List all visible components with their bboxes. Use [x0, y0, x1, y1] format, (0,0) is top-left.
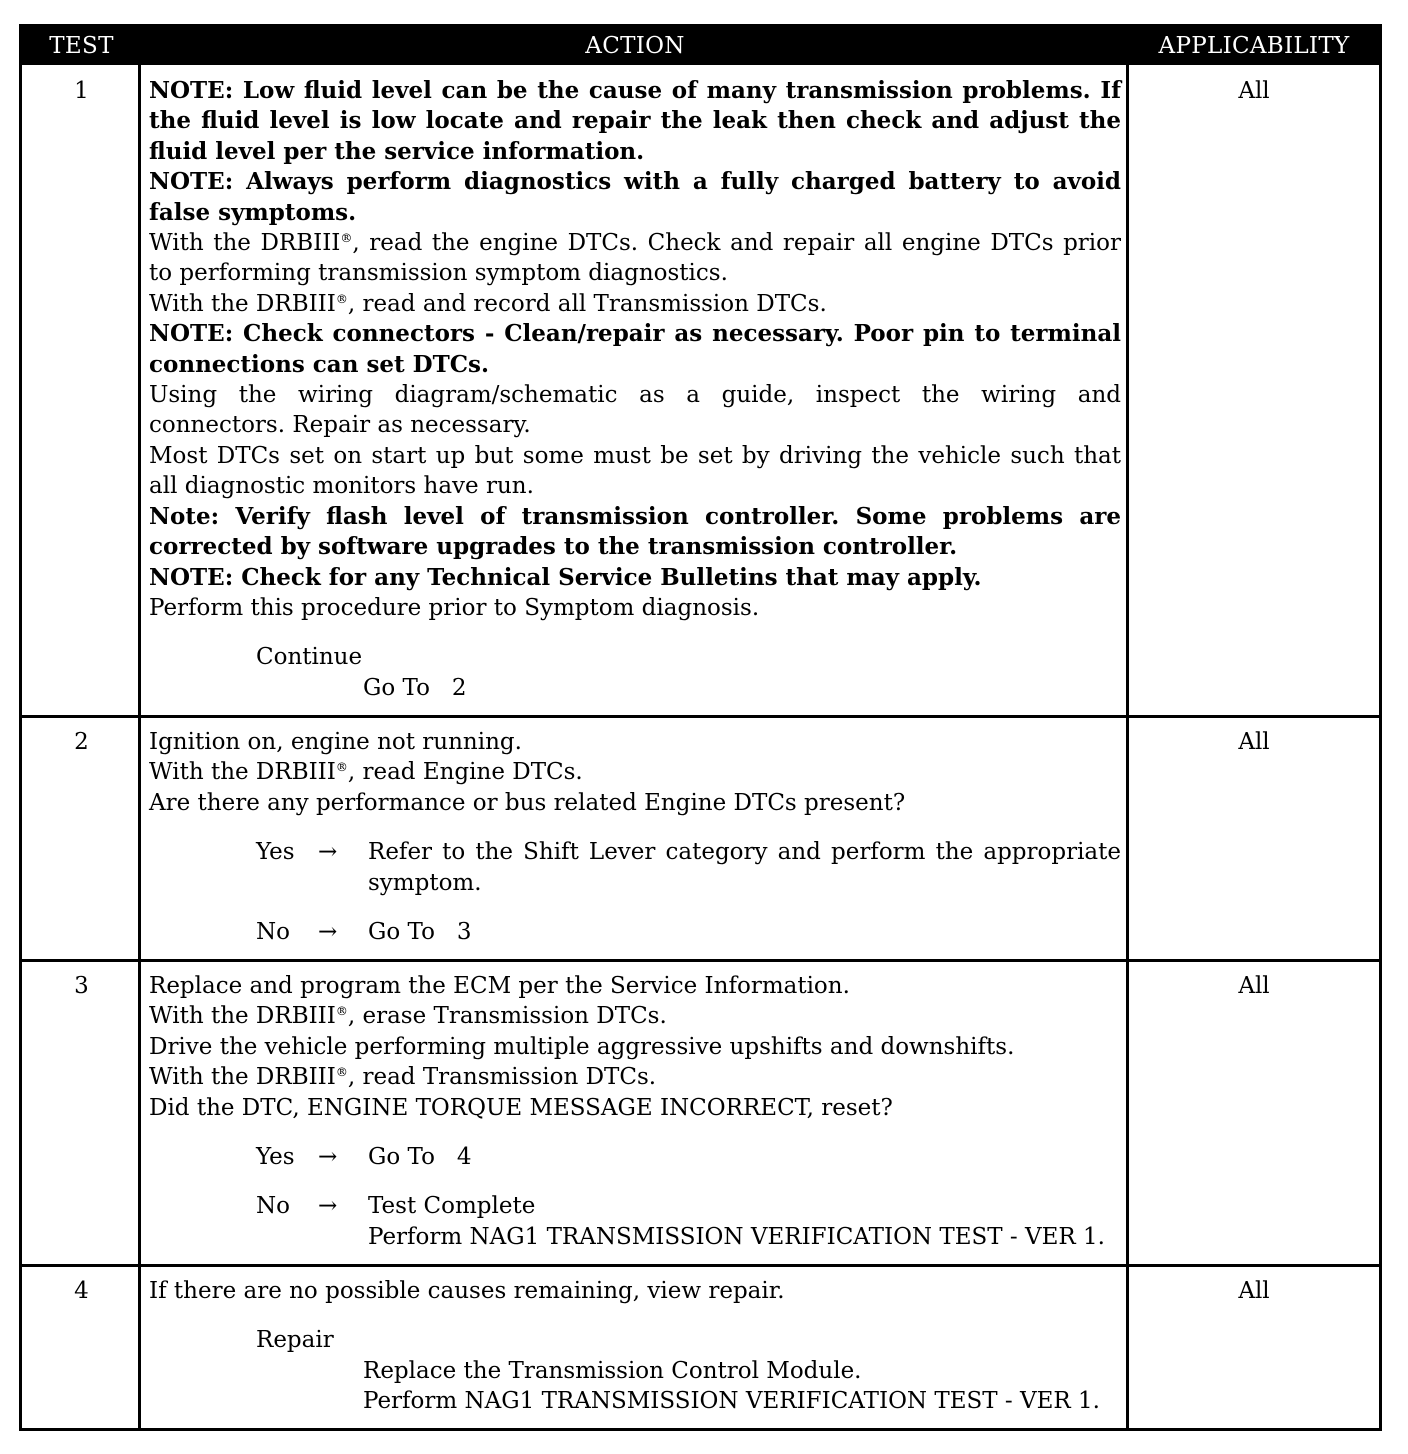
diagnostic-table: [19, 24, 1382, 1431]
action-text: With the DRBIII®, erase Transmission DTCs.: [149, 1003, 667, 1030]
row-divider-2: [22, 959, 1379, 962]
no-option: [149, 1191, 1121, 1252]
action-cell: [149, 76, 1121, 703]
header-test: TEST: [49, 33, 114, 59]
arrow-right-icon: →: [318, 839, 338, 866]
action-text: With the DRBIII®, read and record all Transmission DTCs.: [149, 290, 827, 317]
row-divider-1: [22, 715, 1379, 718]
action-text: Most DTCs set on start up but some must be set by driving the vehicle such that all diagnostic monitors have run.: [149, 442, 1121, 500]
applicability-value: All: [1238, 78, 1270, 104]
action-cell: [149, 971, 1121, 1252]
no-option: [149, 917, 1121, 947]
repair-label: Repair: [256, 1327, 334, 1354]
action-text: Did the DTC, ENGINE TORQUE MESSAGE INCORRECT, reset?: [149, 1094, 893, 1121]
repair-line-2: Perform NAG1 TRANSMISSION VERIFICATION TEST - VER 1.: [363, 1388, 1100, 1415]
action-text: Ignition on, engine not running.: [149, 729, 522, 755]
action-text: With the DRBIII®, read Engine DTCs.: [149, 759, 583, 786]
no-result-line-1: Test Complete: [368, 1193, 536, 1220]
test-number: 3: [74, 973, 89, 999]
yes-option: [149, 837, 1121, 898]
test-number: 1: [74, 78, 89, 104]
goto-link[interactable]: Go To 2: [363, 674, 467, 701]
note-text: Note: Verify flash level of transmission controller. Some problems are corrected by software upgrades to the transmission controller.: [149, 502, 1121, 561]
arrow-right-icon: →: [318, 1144, 338, 1171]
yes-label: Yes: [256, 839, 295, 866]
row-divider-3: [22, 1264, 1379, 1267]
note-text: NOTE: Always perform diagnostics with a fully charged battery to avoid false symptoms.: [149, 168, 1121, 226]
action-text: Using the wiring diagram/schematic as a guide, inspect the wiring and connectors. Repair as necessary.: [149, 382, 1121, 439]
no-label: No: [256, 1193, 290, 1220]
action-text: If there are no possible causes remaining, view repair.: [149, 1278, 785, 1304]
yes-result[interactable]: Refer to the Shift Lever category and perform the appropriate symptom.: [368, 839, 1121, 896]
action-text: With the DRBIII®, read the engine DTCs. Check and repair all engine DTCs prior to performing transmission symptom diagnostics.: [149, 230, 1121, 287]
continue-label: Continue: [256, 644, 363, 671]
action-cell: [149, 1276, 1121, 1417]
no-label: No: [256, 919, 290, 946]
action-text: Are there any performance or bus related Engine DTCs present?: [149, 789, 906, 816]
test-number: 4: [74, 1278, 89, 1304]
note-text: NOTE: Low fluid level can be the cause of many transmission problems. If the fluid level is low locate and repair the leak then check and adjust the fluid level per the service information.: [149, 77, 1121, 165]
no-result-line-2: Perform NAG1 TRANSMISSION VERIFICATION TEST - VER 1.: [368, 1223, 1105, 1250]
no-result: [368, 1191, 1121, 1252]
applicability-value: All: [1238, 973, 1270, 999]
arrow-right-icon: →: [318, 1193, 338, 1220]
action-cell: [149, 727, 1121, 947]
table-header: [22, 27, 1379, 65]
arrow-right-icon: →: [318, 919, 338, 946]
applicability-value: All: [1238, 729, 1270, 755]
repair-line-1: Replace the Transmission Control Module.: [363, 1357, 862, 1384]
yes-result[interactable]: Go To 4: [368, 1144, 472, 1171]
note-text: NOTE: Check connectors - Clean/repair as necessary. Poor pin to terminal connections can set DTCs.: [149, 320, 1121, 378]
note-text: NOTE: Check for any Technical Service Bulletins that may apply.: [149, 563, 982, 591]
action-text: Perform this procedure prior to Symptom diagnosis.: [149, 594, 760, 621]
action-text: With the DRBIII®, read Transmission DTCs.: [149, 1064, 657, 1091]
yes-label: Yes: [256, 1144, 295, 1171]
no-result[interactable]: Go To 3: [368, 919, 472, 946]
test-number: 2: [74, 729, 89, 755]
header-applicability: APPLICABILITY: [1158, 33, 1350, 59]
applicability-value: All: [1238, 1278, 1270, 1304]
header-action: ACTION: [585, 33, 685, 59]
action-text: Drive the vehicle performing multiple aggressive upshifts and downshifts.: [149, 1033, 1015, 1060]
action-text: Replace and program the ECM per the Service Information.: [149, 973, 850, 999]
yes-option: [149, 1142, 1121, 1172]
